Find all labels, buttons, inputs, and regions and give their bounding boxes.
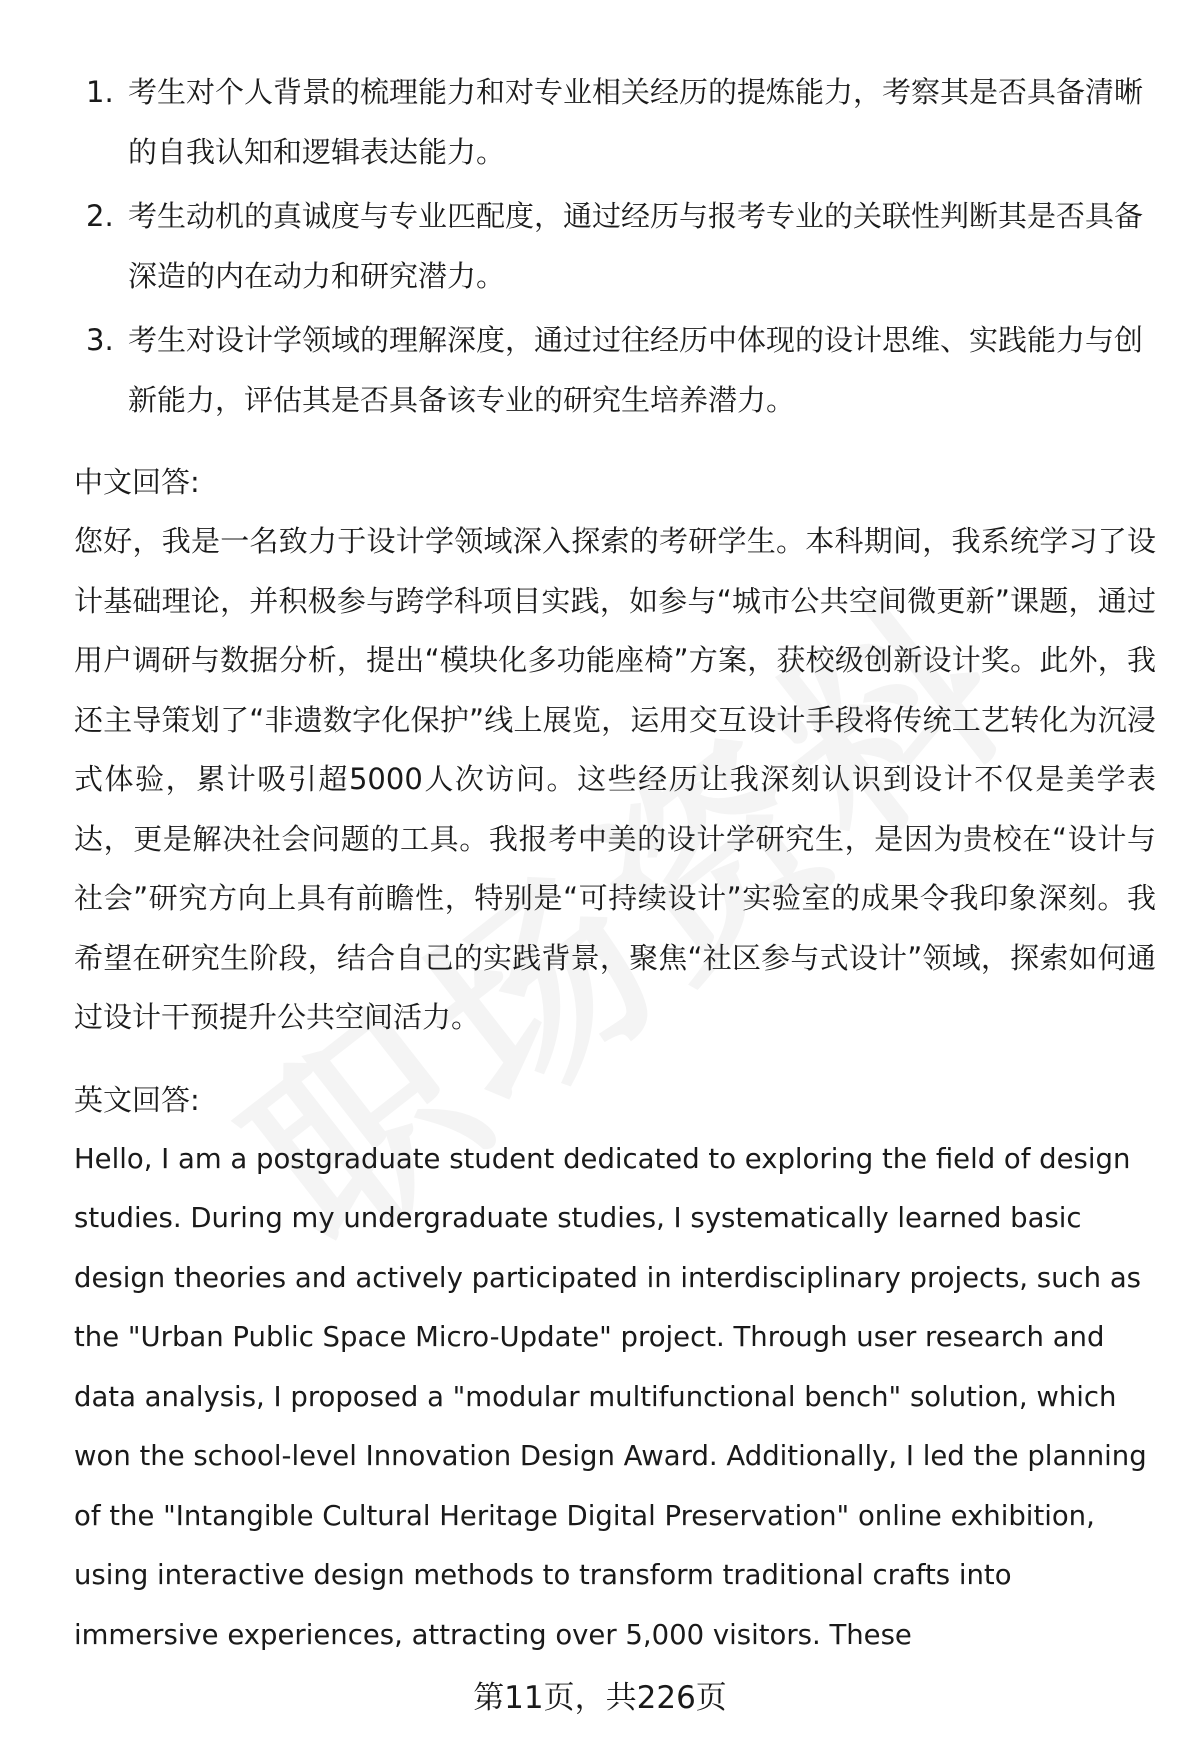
list-item (74, 186, 1156, 306)
page-indicator: 第11页，共226页 (473, 1680, 727, 1716)
evaluation-criteria-list (74, 62, 1156, 430)
list-item-text: 考生对设计学领域的理解深度，通过过往经历中体现的设计思维、实践能力与创新能力，评估其是否具备该专业的研究生培养潜力。 (128, 323, 1144, 417)
list-item-number: 3. (86, 323, 114, 357)
list-item-text: 考生对个人背景的梳理能力和对专业相关经历的提炼能力，考察其是否具备清晰的自我认知和逻辑表达能力。 (128, 75, 1144, 169)
list-item (74, 62, 1156, 182)
list-item-number: 2. (86, 199, 114, 233)
document-page (74, 62, 1156, 1665)
chinese-answer-text: 您好，我是一名致力于设计学领域深入探索的考研学生。本科期间，我系统学习了设计基础理论，并积极参与跨学科项目实践，如参与“城市公共空间微更新”课题，通过用户调研与数据分析，提出“模块化多功能座椅”方案，获校级创新设计奖。此外，我还主导策划了“非遗数字化保护”线上展览，运用交互设计手段将传统工艺转化为沉浸式体验，累计吸引超5000人次访问。这些经历让我深刻认识到设计不仅是美学表达，更是解决社会问题的工具。我报考中美的设计学研究生，是因为贵校在“设计与社会”研究方向上具有前瞻性，特别是“可持续设计”实验室的成果令我印象深刻。我希望在研究生阶段，结合自己的实践背景，聚焦“社区参与式设计”领域，探索如何通过设计干预提升公共空间活力。 (74, 524, 1156, 1034)
english-answer-label: 英文回答: (74, 1082, 200, 1117)
list-item-number: 1. (86, 75, 114, 109)
english-answer-text: Hello, I am a postgraduate student dedicated to exploring the field of design studies. During my undergraduate studies, I systematically learned basic design theories and actively participated in interdisciplinary projects, such as the "Urban Public Space Micro-Update" project. Through user research and data analysis, I proposed a "modular multifunctional bench" solution, which won the school-level Innovation Design Award. Additionally, I led the planning of the "Intangible Cultural Heritage Digital Preservation" online exhibition, using interactive design methods to transform traditional crafts into immersive experiences, attracting over 5,000 visitors. These (74, 1142, 1147, 1651)
list-item-text: 考生动机的真诚度与专业匹配度，通过经历与报考专业的关联性判断其是否具备深造的内在动力和研究潜力。 (128, 199, 1144, 293)
list-item (74, 310, 1156, 430)
chinese-answer-label: 中文回答: (74, 465, 200, 499)
